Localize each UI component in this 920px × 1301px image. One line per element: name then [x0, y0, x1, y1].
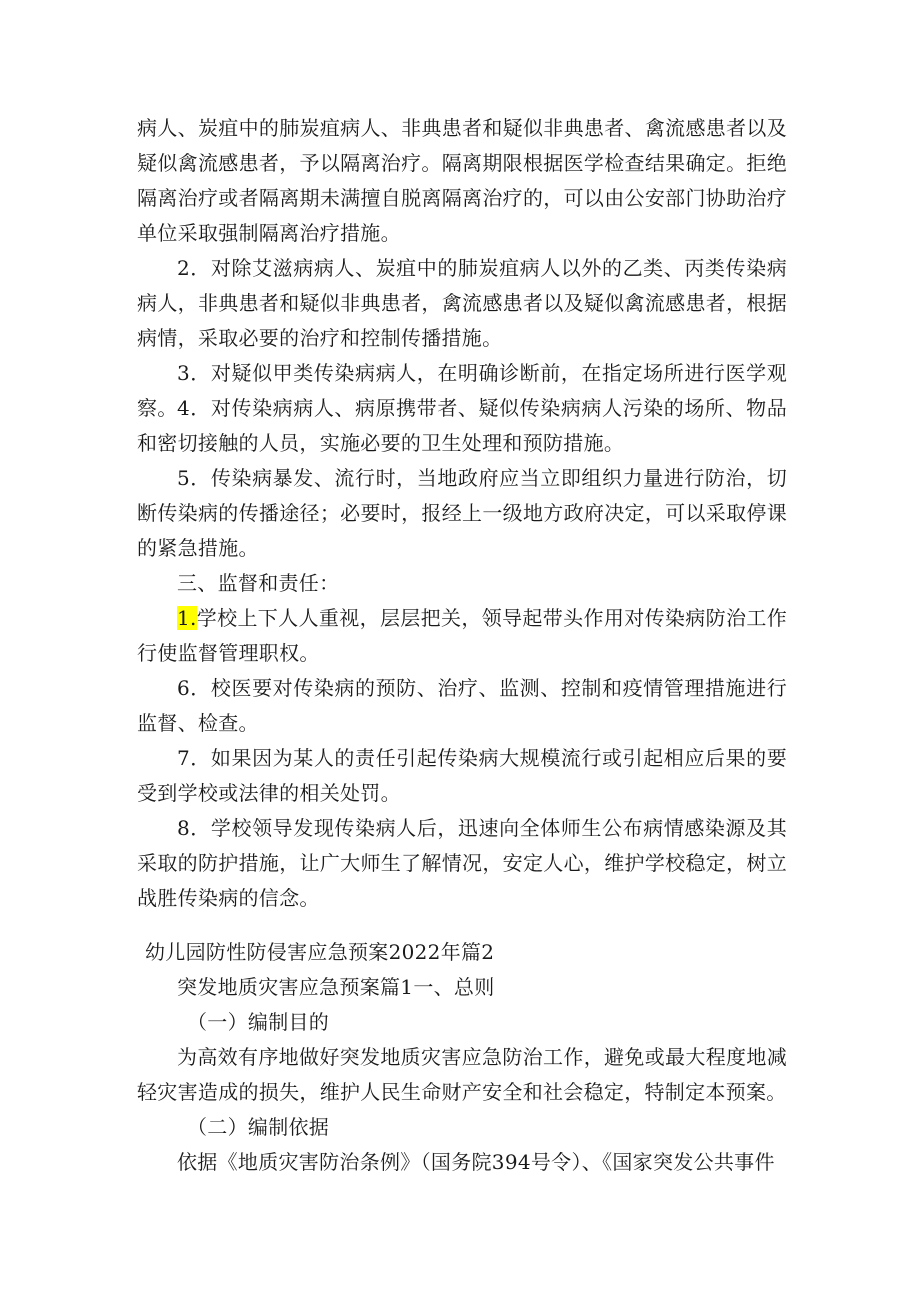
paragraph-item-5: 5．传染病暴发、流行时，当地政府应当立即组织力量进行防治，切断传染病的传播途径；必要时，报经上一级地方政府决定，可以采取停课的紧急措施。	[137, 466, 787, 560]
paragraph-purpose: 为高效有序地做好突发地质灾害应急防治工作，避免或最大程度地减轻灾害造成的损失，维护人民生命财产安全和社会稳定，特制定本预案。	[137, 1045, 787, 1104]
paragraph-item-2: 2．对除艾滋病病人、炭疽中的肺炭疽病人以外的乙类、丙类传染病病人，非典患者和疑似非典患者，禽流感患者以及疑似禽流感患者，根据病情，采取必要的治疗和控制传播措施。	[137, 256, 787, 350]
paragraph-item-1-highlighted	[137, 601, 787, 671]
paragraph-basis: 依据《地质灾害防治条例》（国务院394号令）、《国家突发公共事件	[177, 1150, 775, 1174]
section-purpose-heading: （一）编制目的	[187, 1010, 330, 1034]
section-heading-supervision: 三、监督和责任：	[177, 571, 340, 595]
paragraph-item-7: 7．如果因为某人的责任引起传染病大规模流行或引起相应后果的要受到学校或法律的相关处罚。	[137, 746, 787, 805]
document-title-part-2: 幼儿园防性防侵害应急预案2022年篇2	[145, 940, 495, 964]
paragraph-isolation-treatment: 病人、炭疽中的肺炭疽病人、非典患者和疑似非典患者、禽流感患者以及疑似禽流感患者，予以隔离治疗。隔离期限根据医学检查结果确定。拒绝隔离治疗或者隔离期未满擅自脱离隔离治疗的，可以由公安部门协助治疗单位采取强制隔离治疗措施。	[137, 116, 787, 245]
highlighted-number: 1.	[177, 606, 197, 630]
paragraph-item-4: 4．对传染病病人、病原携带者、疑似传染病病人污染的场所、物品和密切接触的人员，实施必要的卫生处理和预防措施。	[137, 396, 787, 455]
paragraph-item-8: 8．学校领导发现传染病人后，迅速向全体师生公布病情感染源及其采取的防护措施，让广大师生了解情况，安定人心，维护学校稳定，树立战胜传染病的信念。	[137, 816, 787, 910]
section-basis-heading: （二）编制依据	[187, 1115, 330, 1139]
paragraph-item-6: 6．校医要对传染病的预防、治疗、监测、控制和疫情管理措施进行监督、检查。	[137, 676, 787, 735]
subtitle-geological-disaster-plan: 突发地质灾害应急预案篇1一、总则	[177, 975, 495, 999]
paragraph-item-3: 3．对疑似甲类传染病病人，在明确诊断前，在指定场所进行医学观察。	[137, 361, 787, 420]
paragraph-item-1-text: 学校上下人人重视，层层把关，领导起带头作用对传染病防治工作行使监督管理职权。	[137, 606, 787, 665]
